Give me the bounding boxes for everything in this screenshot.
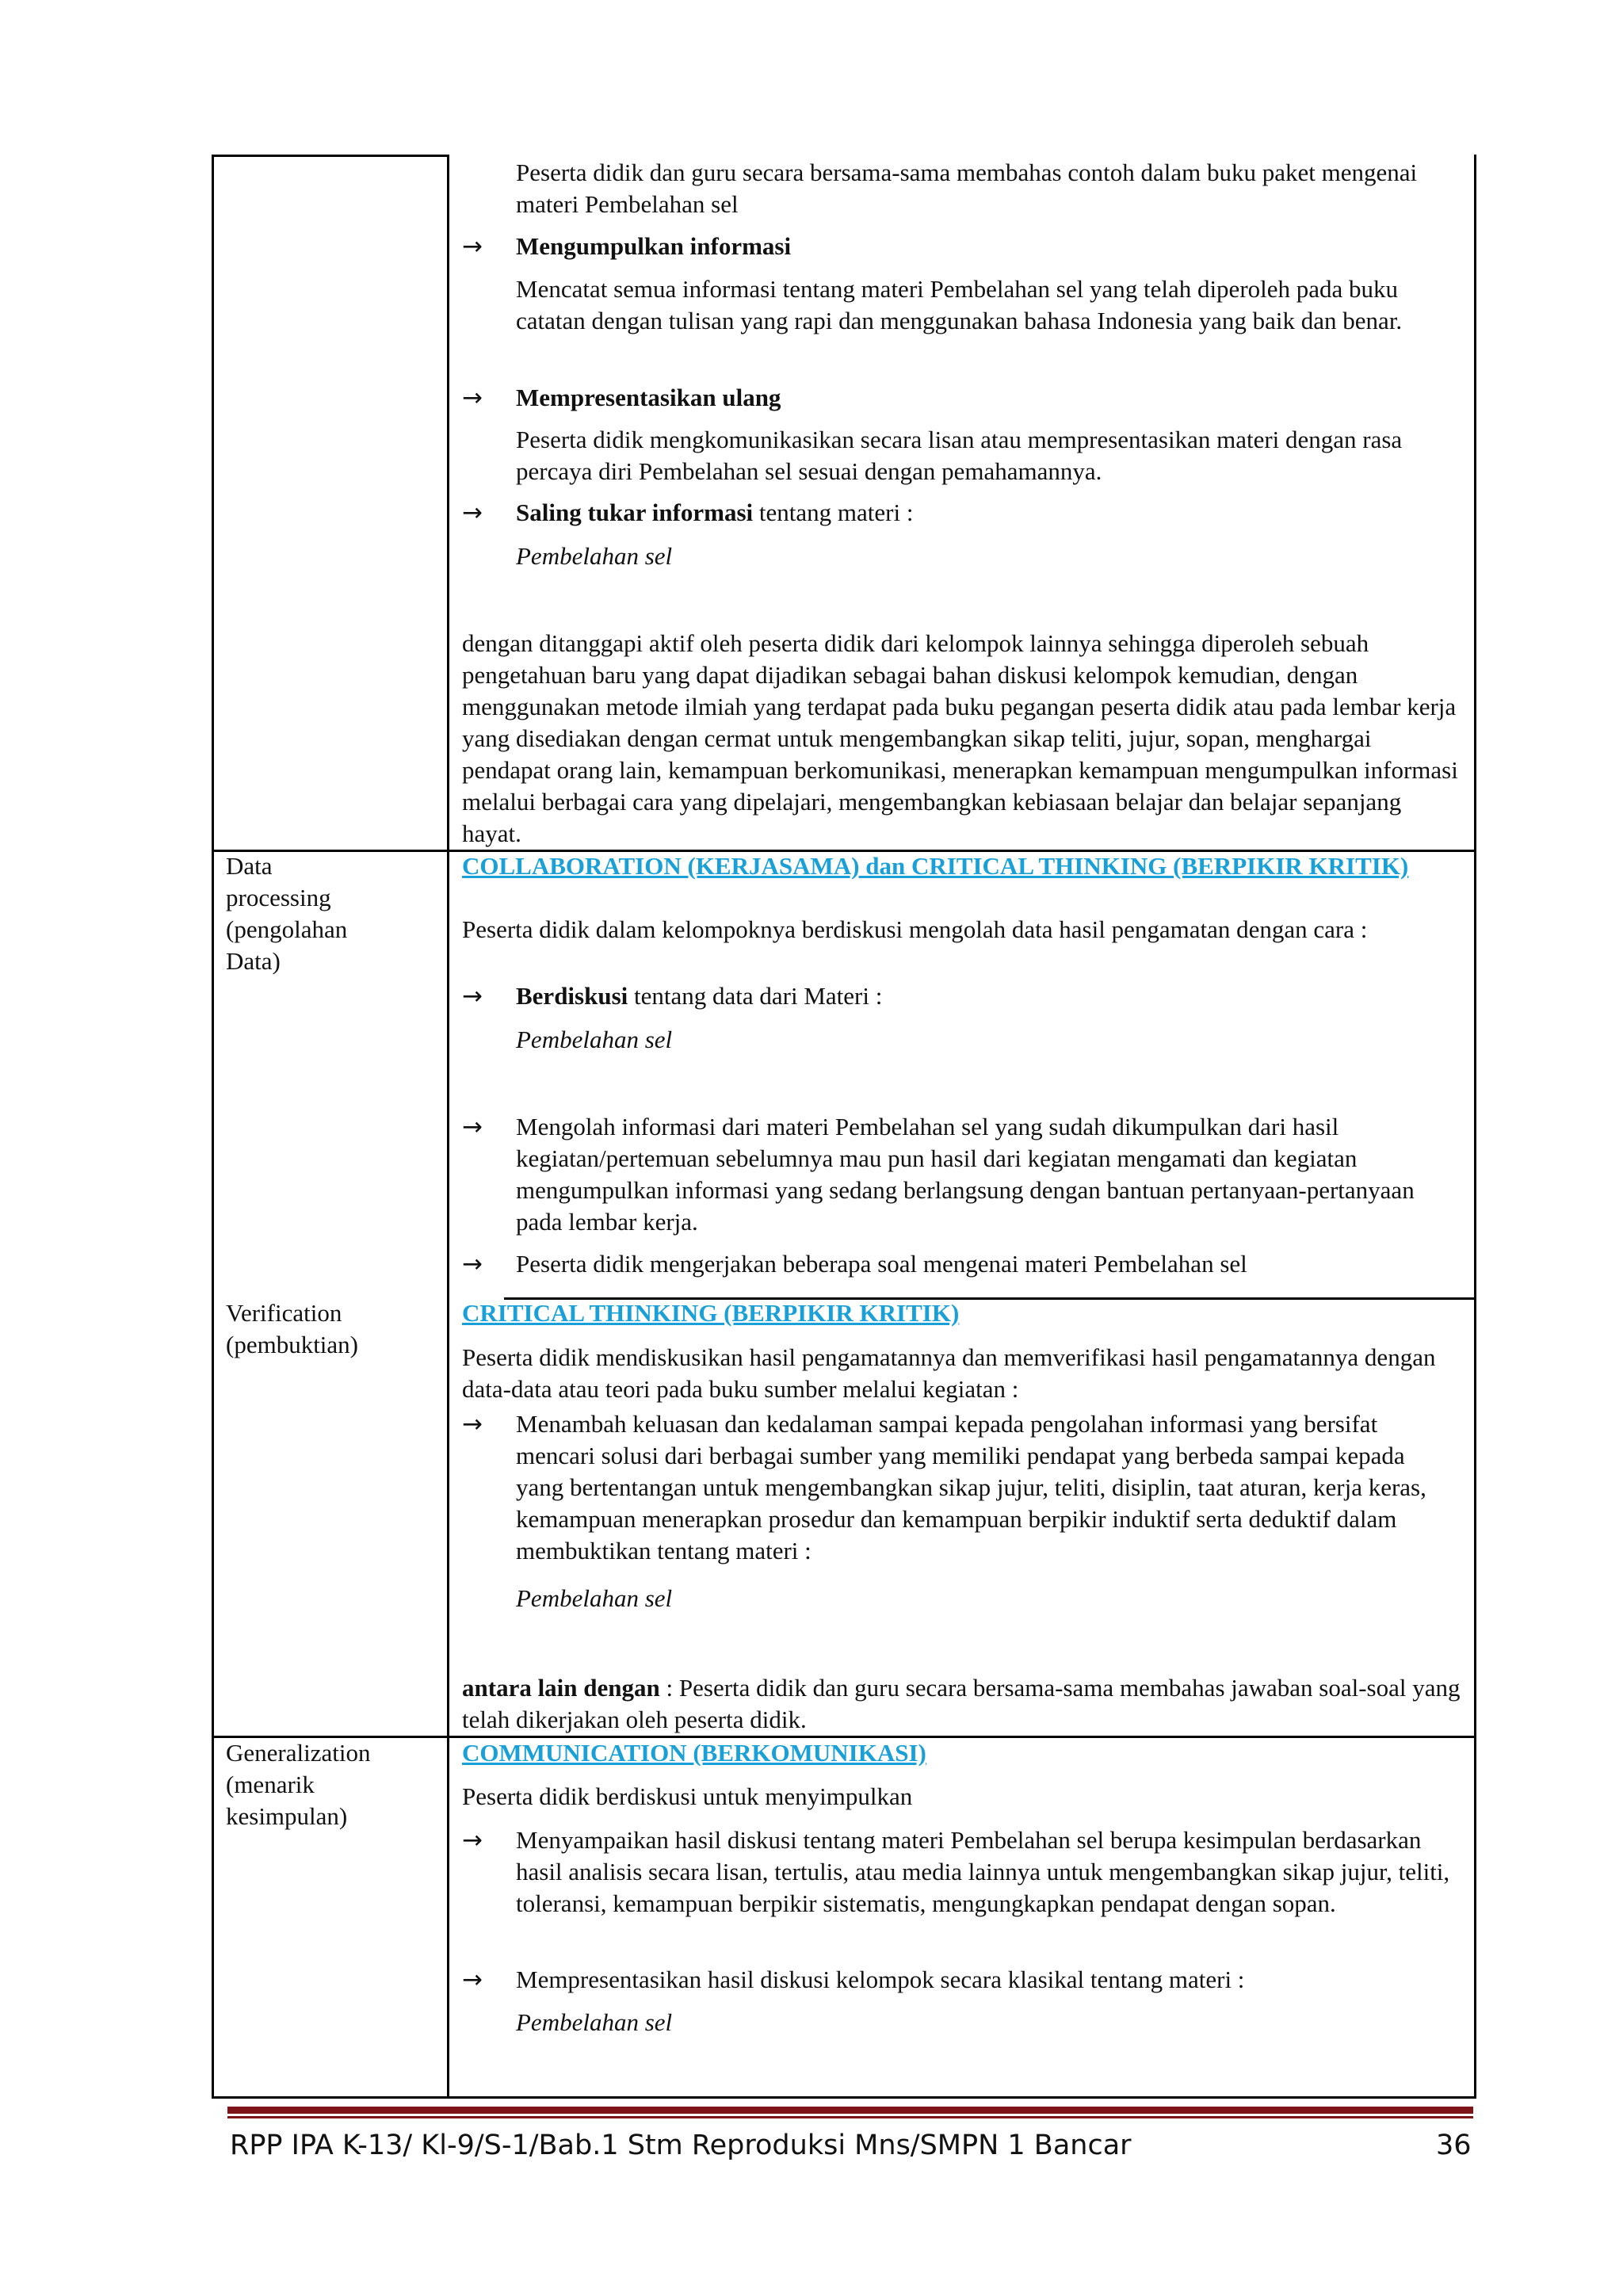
arrow-icon: → <box>462 1250 483 1278</box>
paragraph-data-processing-intro: Peserta didik dalam kelompoknya berdiskusi mengolah data hasil pengamatan dengan cara : <box>462 915 1368 943</box>
page-number: 36 <box>1436 2130 1472 2161</box>
paragraph-menambah-keluasan: Menambah keluasan dan kedalaman sampai kepada pengolahan informasi yang bersifat mencari solusi dari berbagai sumber yang memiliki pendapat yang berbeda sampai kepada yang bertentangan untuk mengembangkan sikap jujur, teliti, disiplin, taat aturan, kerja keras, kemampuan menerapkan prosedur dan kemampuan berpikir induktif serta deduktif dalam membuktikan tentang materi : <box>516 1410 1426 1564</box>
footer-rule-thin <box>227 2116 1473 2118</box>
paragraph-generalization-intro: Peserta didik berdiskusi untuk menyimpulkan <box>462 1782 913 1810</box>
paragraph-ditanggapi: dengan ditanggapi aktif oleh peserta didik dari kelompok lainnya sehingga diperoleh sebuah pengetahuan baru yang dapat dijadikan sebagai bahan diskusi kelompok kemudian, dengan menggunakan metode ilmiah yang terdapat pada buku pegangan peserta didik atau pada lembar kerja yang disediakan dengan cermat untuk mengembangkan sikap teliti, jujur, sopan, menghargai pendapat orang lain, kemampuan berkomunikasi, menerapkan kemampuan mengumpulkan informasi melalui berbagai cara yang dipelajari, mengembangkan kebiasaan belajar dan belajar sepanjang hayat. <box>462 629 1458 847</box>
antara-lain-bold: antara lain dengan <box>462 1674 660 1702</box>
paragraph-antara-lain <box>462 1672 1462 1736</box>
footer-rule <box>227 2107 1473 2114</box>
topic-pembelahan-sel: Pembelahan sel <box>516 2008 673 2036</box>
arrow-icon: → <box>462 1113 483 1141</box>
saling-tukar-bold: Saling tukar informasi <box>516 499 754 526</box>
arrow-icon: → <box>462 232 483 261</box>
heading-collaboration: COLLABORATION (KERJASAMA) dan CRITICAL THINKING (BERPIKIR KRITIK) <box>462 852 1409 880</box>
heading-berdiskusi <box>516 980 1455 1012</box>
berdiskusi-bold: Berdiskusi <box>516 982 628 1010</box>
topic-pembelahan-sel: Pembelahan sel <box>516 1584 673 1612</box>
arrow-icon: → <box>462 1410 483 1438</box>
paragraph-mengolah: Mengolah informasi dari materi Pembelahan sel yang sudah dikumpulkan dari hasil kegiatan/pertemuan sebelumnya mau pun hasil dari kegiatan mengamati dan kegiatan mengumpulkan informasi yang sedang berlangsung dengan bantuan pertanyaan-pertanyaan pada lembar kerja. <box>516 1113 1415 1236</box>
paragraph-verification-intro: Peserta didik mendiskusikan hasil pengamatannya dan memverifikasi hasil pengamatannya dengan data-data atau teori pada buku sumber melalui kegiatan : <box>462 1343 1436 1403</box>
label-data-processing: Data processing (pengolahan Data) <box>226 852 348 975</box>
paragraph-membahas-contoh: Peserta didik dan guru secara bersama-sama membahas contoh dalam buku paket mengenai materi Pembelahan sel <box>516 159 1418 218</box>
paragraph-mengerjakan-soal: Peserta didik mengerjakan beberapa soal mengenai materi Pembelahan sel <box>516 1250 1247 1278</box>
arrow-icon: → <box>462 499 483 527</box>
heading-communication: COMMUNICATION (BERKOMUNIKASI) <box>462 1739 926 1767</box>
saling-tukar-rest: tentang materi : <box>753 499 914 526</box>
arrow-icon: → <box>462 1826 483 1855</box>
topic-pembelahan-sel: Pembelahan sel <box>516 542 673 570</box>
arrow-icon: → <box>462 982 483 1010</box>
paragraph-mengumpulkan: Mencatat semua informasi tentang materi Pembelahan sel yang telah diperoleh pada buku catatan dengan tulisan yang rapi dan menggunakan bahasa Indonesia yang baik dan benar. <box>516 275 1403 334</box>
antara-lain-rest: : Peserta didik dan guru secara bersama-sama membahas jawaban soal-soal yang telah dikerjakan oleh peserta didik. <box>462 1674 1461 1733</box>
arrow-icon: → <box>462 384 483 412</box>
heading-critical-thinking: CRITICAL THINKING (BERPIKIR KRITIK) <box>462 1299 960 1327</box>
topic-pembelahan-sel: Pembelahan sel <box>516 1026 673 1053</box>
paragraph-mempresentasikan: Peserta didik mengkomunikasikan secara lisan atau mempresentasikan materi dengan rasa percaya diri Pembelahan sel sesuai dengan pemahamannya. <box>516 426 1403 485</box>
label-generalization: Generalization (menarik kesimpulan) <box>226 1739 371 1830</box>
heading-mengumpulkan-informasi: Mengumpulkan informasi <box>516 232 792 260</box>
label-verification: Verification (pembuktian) <box>226 1299 359 1358</box>
arrow-icon: → <box>462 1966 483 1994</box>
column-divider <box>447 155 449 2099</box>
heading-saling-tukar <box>516 497 1455 529</box>
heading-mempresentasikan-ulang: Mempresentasikan ulang <box>516 384 781 411</box>
footer-title: RPP IPA K-13/ Kl-9/S-1/Bab.1 Stm Reproduksi Mns/SMPN 1 Bancar <box>230 2130 1132 2161</box>
paragraph-mempresentasikan-klasikal: Mempresentasikan hasil diskusi kelompok secara klasikal tentang materi : <box>516 1966 1245 1993</box>
berdiskusi-rest: tentang data dari Materi : <box>628 982 883 1010</box>
paragraph-menyampaikan: Menyampaikan hasil diskusi tentang materi Pembelahan sel berupa kesimpulan berdasarkan hasil analisis secara lisan, tertulis, atau media lainnya untuk mengembangkan sikap jujur, teliti, toleransi, kemampuan berpikir sistematis, mengungkapkan pendapat dengan sopan. <box>516 1826 1450 1917</box>
table-top-border <box>212 155 449 157</box>
